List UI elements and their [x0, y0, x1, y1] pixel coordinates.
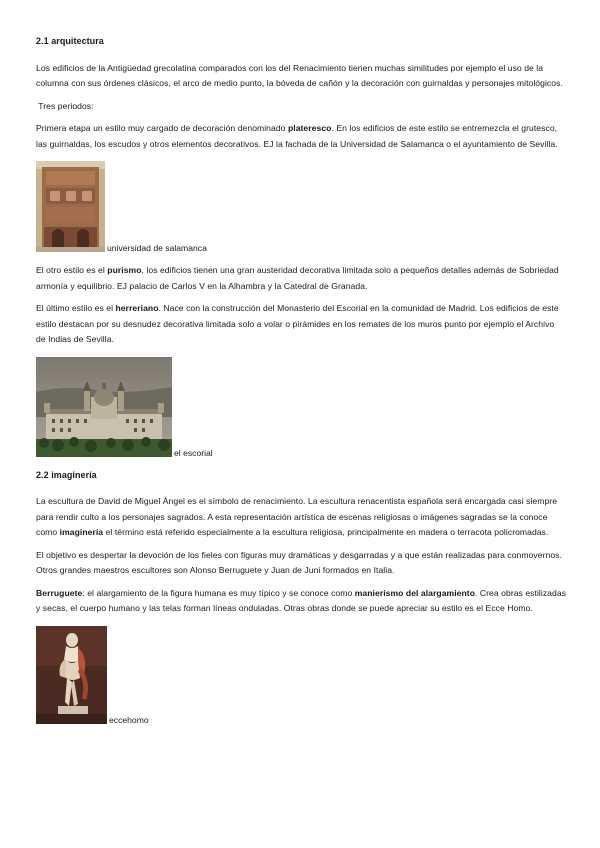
- caption-universidad: universidad de salamanca: [107, 243, 207, 253]
- figure-universidad: [36, 161, 566, 252]
- text-run: : el alargamiento de la figura humana es muy típico y se conoce como: [82, 587, 355, 598]
- term-plateresco: plateresco: [287, 123, 332, 133]
- section-heading-imagineria: 2.2 imaginería: [36, 469, 97, 480]
- text-run: Primera etapa un estilo muy cargado de decoración denominado: [36, 123, 288, 133]
- text-run: El último estilo es el: [36, 303, 116, 313]
- paragraph-periods: Tres periodos:: [36, 100, 94, 111]
- text-run: . Nace con la construcción del Monasterio del Escorial en la comunidad de Madrid. Los edificios de este estilo destacan por su desnudez decorativa limitada solo a volar o pirámides en los remates de los muros punto por ejemplo el Archivo de Indias de Sevilla.: [36, 303, 559, 344]
- escorial-image: [36, 357, 172, 457]
- text-run: El otro estilo es el: [36, 265, 108, 275]
- document-page: [36, 34, 566, 724]
- paragraph-plateresco: [36, 121, 566, 152]
- caption-escorial: el escorial: [174, 447, 213, 458]
- figure-eccehomo: [36, 626, 566, 724]
- paragraph-purismo: [36, 263, 566, 294]
- term-herreriano: herreriano: [115, 303, 159, 313]
- paragraph-berruguete: [36, 586, 566, 617]
- term-imagineria: imaginería: [59, 527, 104, 537]
- paragraph-david: [36, 494, 566, 541]
- text-run: . En los edificios de este estilo se entremezcla el grutesco, las guirnaldas, los escudos y otros elementos decorativos. EJ la fachada de la Universidad de Salamanca o el ayuntamiento de Sevilla.: [36, 123, 558, 149]
- eccehomo-image: [36, 626, 107, 724]
- universidad-salamanca-image: [36, 161, 105, 252]
- paragraph-intro: Los edificios de la Antigüedad grecolatina comparados con los del Renacimiento tienen muchas similitudes por ejemplo el uso de la columna con sus órdenes clásicos, el arco de medio punto, la bóveda de cañón y la decoración con guirnaldas y personajes mitológicos.: [36, 62, 563, 88]
- text-run: , los edificios tienen una gran austeridad decorativa limitada solo a pequeños detalles además de Sobriedad armonía y equilibrio. EJ palacio de Carlos V en la Alhambra y la Catedral de Granada.: [36, 265, 559, 291]
- text-run: La escultura de David de Miguel Ángel es el símbolo de renacimiento. La escultura renacentista española será encargada casi siempre para rendir culto a los personajes sagrados. A esta representación artística de escenas religiosas o imágenes sagradas se la conoce como: [36, 496, 558, 537]
- text-run: . Crea obras estilizadas y secas, el cuerpo humano y las telas forman líneas onduladas. Otras obras donde se puede apreciar su estilo es el Ecce Homo.: [36, 587, 567, 613]
- section-heading-arquitectura: 2.1 arquitectura: [36, 36, 104, 46]
- paragraph-herreriano: [36, 301, 566, 348]
- term-berruguete: Berruguete: [36, 587, 83, 598]
- paragraph-objetivo: El objetivo es despertar la devoción de los fieles con figuras muy dramáticas y desgarradas y a que están realizadas para conmovernos. Otros grandes maestros escultores son Alonso Berruguete y Juan de Juni formados en Italia.: [36, 549, 562, 575]
- term-manierismo: manierismo del alargamiento: [354, 587, 476, 598]
- text-run: el término está referido especialmente a la escultura religiosa, principalmente en madera o terracota policromadas.: [103, 527, 549, 537]
- figure-escorial: [36, 357, 566, 457]
- caption-eccehomo: eccehomo: [109, 714, 149, 725]
- term-purismo: purismo: [107, 265, 142, 275]
